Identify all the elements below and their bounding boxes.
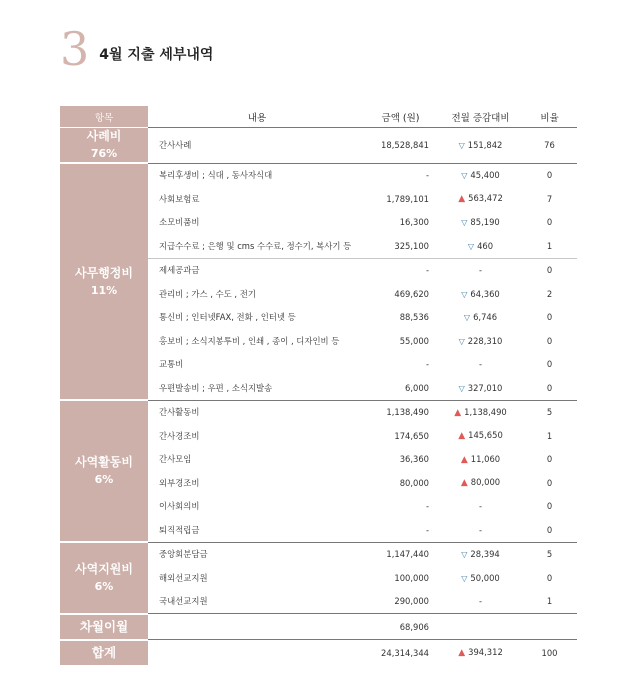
ratio-cell [522, 258, 577, 282]
desc-cell [152, 614, 362, 640]
ratio-cell [522, 234, 577, 258]
desc-cell-text: 관리비 ; 가스 , 수도 , 전기 [159, 288, 256, 299]
triangle-up-icon: ▲ [458, 648, 466, 659]
amount-cell-text: 80,000 [399, 477, 429, 488]
desc-cell-text: 해외선교지원 [159, 572, 208, 583]
desc-cell [152, 211, 362, 235]
triangle-up-icon: ▲ [458, 194, 466, 205]
change-cell [439, 234, 522, 258]
table-header-row [60, 106, 577, 128]
total-amount [362, 640, 439, 666]
change-cell [439, 187, 522, 211]
ratio-cell [522, 448, 577, 472]
ratio-cell-text: 0 [546, 524, 553, 535]
amount-cell [362, 448, 439, 472]
change-value: 151,842 [467, 140, 503, 151]
amount-cell [362, 329, 439, 353]
triangle-down-icon: ▽ [461, 550, 468, 560]
carryover-row [60, 614, 577, 640]
col-header-category: 항목 [60, 106, 148, 128]
ratio-cell [522, 306, 577, 330]
total-ratio-text: 100 [541, 647, 558, 658]
change-value: 394,312 [468, 647, 503, 658]
ratio-cell [522, 542, 577, 566]
amount-cell-text: - [425, 501, 429, 512]
category-cell [60, 163, 148, 400]
change-cell [439, 424, 522, 448]
change-cell [439, 376, 522, 400]
total-amount-text: 24,314,344 [381, 647, 429, 658]
triangle-down-icon: ▽ [458, 336, 465, 346]
desc-cell-text: 통신비 ; 인터넷FAX, 전화 , 인터넷 등 [159, 312, 296, 323]
change-value: 45,400 [470, 170, 500, 181]
carryover-label: 차월이월 [60, 614, 148, 640]
category-cell [60, 400, 148, 542]
ratio-cell-text: 0 [546, 382, 553, 393]
carryover-amount [362, 614, 439, 640]
category-name: 사례비 [86, 129, 122, 143]
ratio-cell-text: 2 [546, 288, 553, 299]
category-percent: 6% [94, 579, 114, 593]
desc-cell [152, 163, 362, 187]
amount-cell-text: 55,000 [399, 335, 429, 346]
amount-cell-text: 469,620 [394, 288, 429, 299]
desc-cell-text: 홍보비 ; 소식지봉투비 , 인쇄 , 종이 , 디자인비 등 [159, 335, 340, 346]
ratio-cell-text: 0 [546, 501, 553, 512]
ratio-cell [522, 353, 577, 377]
amount-cell [362, 258, 439, 282]
ratio-cell-text: 0 [546, 454, 553, 465]
ratio-cell [522, 518, 577, 542]
triangle-down-icon: ▽ [463, 313, 471, 323]
desc-cell-text: 간사모임 [159, 454, 192, 465]
desc-cell-text: 우편발송비 ; 우편 , 소식지발송 [159, 382, 273, 393]
ratio-cell [522, 211, 577, 235]
desc-cell [152, 590, 362, 614]
ratio-cell-text: 0 [546, 477, 553, 488]
desc-cell [152, 306, 362, 330]
ratio-cell-text: 5 [546, 407, 553, 418]
change-cell [439, 542, 522, 566]
triangle-down-icon: ▽ [461, 573, 468, 583]
desc-cell-text: 간사사례 [159, 140, 192, 151]
ratio-cell-text: 1 [546, 240, 553, 251]
change-value: 6,746 [473, 312, 498, 323]
total-row [60, 640, 577, 666]
amount-cell [362, 376, 439, 400]
ratio-cell [522, 282, 577, 306]
amount-cell [362, 306, 439, 330]
triangle-up-icon: ▲ [454, 407, 462, 418]
change-value: 563,472 [468, 193, 503, 204]
desc-cell-text: 복리후생비 ; 식대 , 동사자식대 [159, 170, 273, 181]
amount-cell [362, 471, 439, 495]
desc-cell-text: 교통비 [159, 359, 184, 370]
amount-cell-text: 1,789,101 [386, 193, 429, 204]
triangle-down-icon: ▽ [461, 171, 468, 181]
change-cell [439, 353, 522, 377]
change-cell [439, 566, 522, 590]
change-value: 145,650 [468, 430, 503, 441]
amount-cell-text: 174,650 [394, 430, 429, 441]
desc-cell-text: 간사경조비 [159, 430, 200, 441]
ratio-cell [522, 590, 577, 614]
change-value: 80,000 [470, 477, 501, 488]
ratio-cell-text: 0 [546, 335, 553, 346]
triangle-down-icon: ▽ [467, 241, 475, 251]
amount-cell-text: - [425, 359, 429, 370]
change-cell [439, 282, 522, 306]
amount-cell-text: 100,000 [394, 572, 429, 583]
desc-cell [152, 542, 362, 566]
change-value: 11,060 [470, 453, 501, 464]
amount-cell [362, 234, 439, 258]
category-percent: 6% [94, 473, 114, 486]
section-heading [60, 22, 214, 76]
amount-cell-text: 16,300 [399, 217, 429, 228]
total-change [439, 640, 522, 666]
desc-cell-text: 사회보험료 [159, 193, 200, 204]
amount-cell [362, 163, 439, 187]
triangle-down-icon: ▽ [458, 141, 465, 151]
desc-cell-text: 제세공과금 [159, 265, 200, 276]
amount-cell [362, 542, 439, 566]
desc-cell [152, 376, 362, 400]
table-row [60, 128, 577, 164]
change-value: 460 [477, 240, 494, 251]
category-cell [60, 542, 148, 614]
amount-cell [362, 590, 439, 614]
change-cell [439, 448, 522, 472]
col-header-ratio: 비율 [522, 106, 577, 128]
amount-cell [362, 187, 439, 211]
change-value: - [478, 524, 483, 535]
category-name: 사무행정비 [75, 265, 133, 280]
ratio-cell [522, 566, 577, 590]
amount-cell-text: 36,360 [399, 454, 429, 465]
triangle-down-icon: ▽ [461, 218, 468, 228]
ratio-cell-text: 1 [546, 430, 553, 441]
desc-cell-text: 외부경조비 [159, 477, 200, 488]
change-value: 64,360 [470, 288, 500, 299]
expense-table [60, 106, 577, 667]
desc-cell [152, 471, 362, 495]
page-title: 4월 지출 세부내역 [99, 47, 214, 63]
desc-cell [152, 400, 362, 424]
change-cell [439, 590, 522, 614]
col-header-amount: 금액 (원) [362, 106, 439, 128]
change-value: 228,310 [467, 335, 503, 346]
change-value: 85,190 [470, 217, 500, 228]
change-value: - [478, 596, 483, 607]
carryover-amount-text: 68,906 [399, 621, 429, 632]
amount-cell [362, 518, 439, 542]
section-number: 3 [60, 22, 90, 76]
amount-cell [362, 353, 439, 377]
change-cell [439, 128, 522, 164]
ratio-cell-text: 0 [546, 359, 553, 370]
triangle-down-icon: ▽ [461, 289, 468, 299]
col-header-desc: 내용 [152, 106, 362, 128]
ratio-cell-text: 5 [546, 549, 553, 560]
ratio-cell-text: 7 [546, 193, 553, 204]
ratio-cell [522, 329, 577, 353]
triangle-up-icon: ▲ [458, 431, 466, 442]
ratio-cell [522, 163, 577, 187]
ratio-cell [522, 376, 577, 400]
ratio-cell-text: 0 [546, 572, 553, 583]
desc-cell [152, 566, 362, 590]
change-value: - [478, 265, 483, 276]
ratio-cell-text: 76 [544, 140, 555, 151]
desc-cell-text: 간사활동비 [159, 407, 200, 418]
amount-cell-text: - [425, 170, 429, 181]
change-value: 327,010 [467, 382, 503, 393]
ratio-cell [522, 471, 577, 495]
desc-cell [152, 424, 362, 448]
desc-cell-text: 이사회의비 [159, 501, 200, 512]
amount-cell [362, 211, 439, 235]
amount-cell [362, 128, 439, 164]
ratio-cell-text: 0 [546, 265, 553, 276]
amount-cell-text: - [425, 265, 429, 276]
desc-cell-text: 국내선교지원 [159, 596, 208, 607]
change-value: - [478, 501, 483, 512]
amount-cell [362, 282, 439, 306]
change-cell [439, 614, 522, 640]
desc-cell-text: 퇴직적립금 [159, 524, 200, 535]
total-label: 합계 [60, 640, 148, 666]
ratio-cell-text: 1 [546, 596, 553, 607]
amount-cell-text: 290,000 [394, 596, 429, 607]
change-cell [439, 306, 522, 330]
category-name: 사역지원비 [75, 561, 133, 576]
ratio-cell-text: 0 [546, 312, 553, 323]
change-cell [439, 495, 522, 519]
ratio-cell [522, 495, 577, 519]
change-cell [439, 400, 522, 424]
desc-cell [152, 282, 362, 306]
ratio-cell [522, 187, 577, 211]
change-cell [439, 471, 522, 495]
category-percent: 76% [90, 147, 118, 160]
change-cell [439, 163, 522, 187]
desc-cell [152, 128, 362, 164]
desc-cell [152, 258, 362, 282]
table-row [60, 163, 577, 187]
desc-cell [152, 448, 362, 472]
change-cell [439, 258, 522, 282]
col-header-change: 전월 증감대비 [439, 106, 522, 128]
amount-cell [362, 424, 439, 448]
triangle-up-icon: ▲ [460, 478, 468, 489]
desc-cell-text: 중앙회분담금 [159, 549, 208, 560]
change-cell [439, 329, 522, 353]
category-cell [60, 128, 148, 164]
ratio-cell-text: 0 [546, 217, 553, 228]
amount-cell-text: 18,528,841 [381, 140, 429, 151]
ratio-cell-text: 0 [546, 170, 553, 181]
amount-cell-text: 1,147,440 [386, 549, 429, 560]
desc-cell-text: 소모비품비 [159, 217, 200, 228]
triangle-up-icon: ▲ [460, 454, 468, 465]
change-cell [439, 518, 522, 542]
triangle-down-icon: ▽ [458, 383, 465, 393]
change-value: 28,394 [470, 549, 500, 560]
amount-cell-text: 1,138,490 [386, 407, 429, 418]
desc-cell [152, 518, 362, 542]
desc-cell-text: 지급수수료 ; 은행 및 cms 수수료, 정수기, 복사기 등 [159, 240, 352, 251]
desc-cell [152, 187, 362, 211]
amount-cell-text: - [425, 524, 429, 535]
desc-cell [152, 495, 362, 519]
amount-cell-text: 6,000 [405, 382, 429, 393]
amount-cell [362, 566, 439, 590]
desc-cell [152, 329, 362, 353]
table-row [60, 400, 577, 424]
ratio-cell [522, 128, 577, 164]
amount-cell [362, 400, 439, 424]
desc-cell [152, 353, 362, 377]
ratio-cell [522, 424, 577, 448]
desc-cell [152, 234, 362, 258]
amount-cell-text: 325,100 [394, 240, 429, 251]
table-row [60, 542, 577, 566]
category-name: 사역활동비 [75, 455, 133, 469]
amount-cell [362, 495, 439, 519]
change-cell [439, 211, 522, 235]
ratio-cell [522, 614, 577, 640]
ratio-cell [522, 400, 577, 424]
change-value: 50,000 [470, 572, 500, 583]
total-ratio [522, 640, 577, 666]
change-value: - [478, 359, 483, 370]
amount-cell-text: 88,536 [399, 312, 429, 323]
desc-cell [152, 640, 362, 666]
category-percent: 11% [90, 283, 118, 297]
change-value: 1,138,490 [464, 406, 507, 417]
